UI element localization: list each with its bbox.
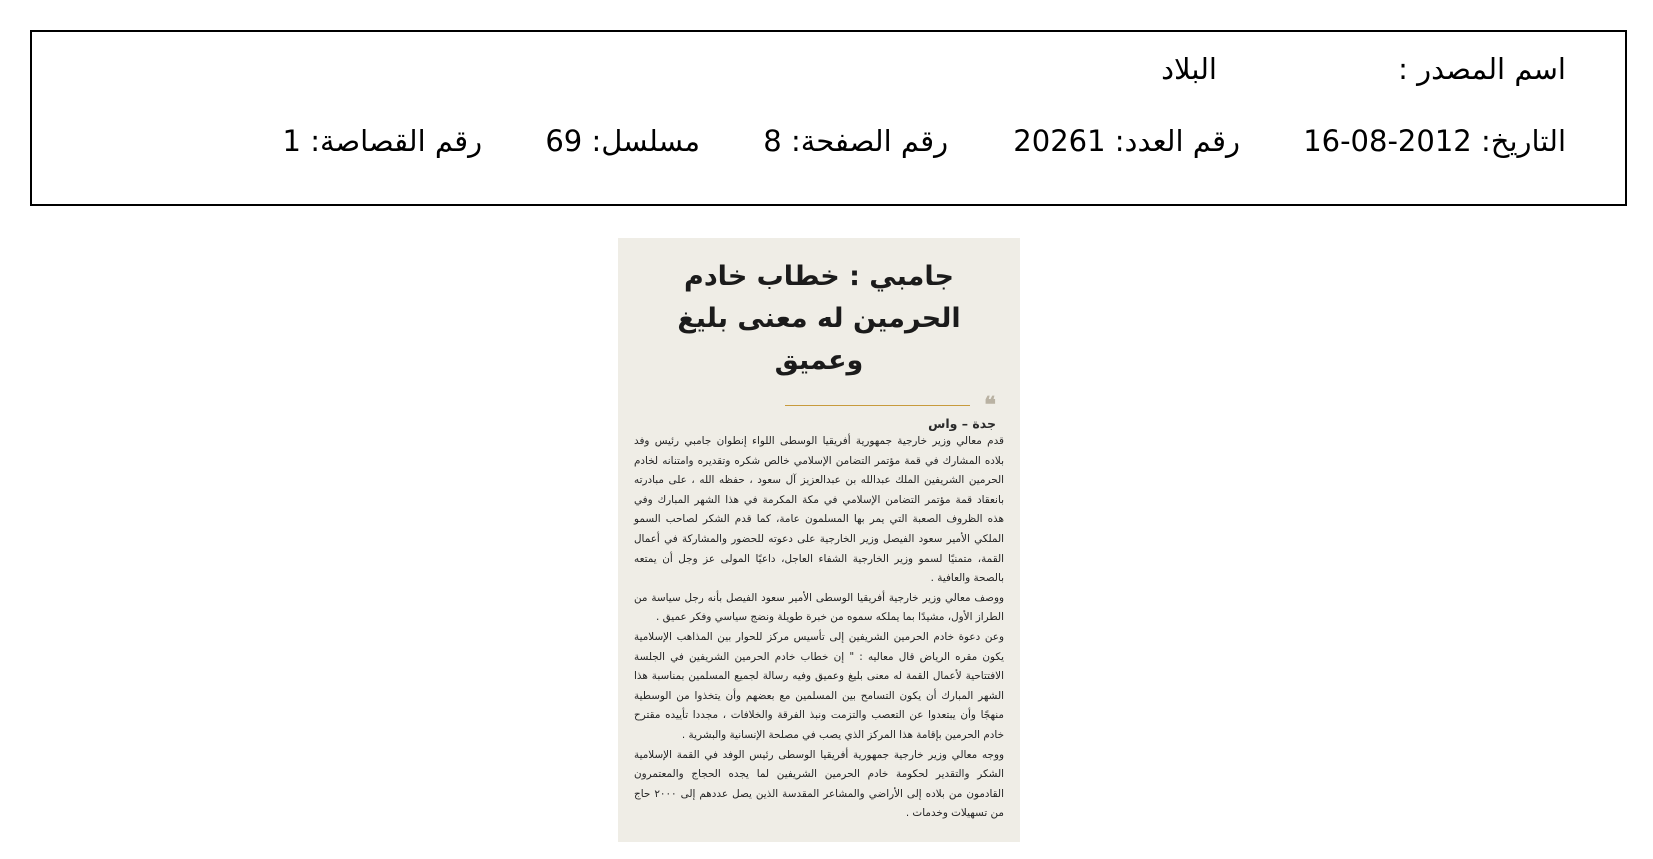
article-paragraph: قدم معالي وزير خارجية جمهورية أفريقيا الوسطى اللواء إنطوان جامبي رئيس وفد بلاده المشارك في قمة مؤتمر التضامن الإسلامي خالص شكره وتقديره وامتنانه لخادم الحرمين الشريفين الملك عبدالله بن عبدالعزيز آل سعود ، حفظه الله ، على مبادرته بانعقاد قمة مؤتمر التضامن الإسلامي في مكة المكرمة في هذا الشهر المبارك وفي هذه الظروف الصعبة التي يمر بها المسلمون عامة، كما قدم الشكر لصاحب السمو الملكي الأمير سعود الفيصل وزير الخارجية على دعوته للحضور والمشاركة في أعمال القمة، متمنيًا لسمو وزير الخارجية الشفاء العاجل، داعيًا المولى عز وجل أن يمتعه بالصحة والعافية .: [634, 435, 1004, 585]
serial-label: مسلسل:: [591, 124, 701, 158]
article-headline: [634, 256, 1004, 382]
article-paragraph: ووجه معالي وزير خارجية جمهورية أفريقيا الوسطى رئيس الوفد في القمة الإسلامية الشكر والتقدير لحكومة خادم الحرمين الشريفين لما يجده الحجاج والمعتمرون القادمون من بلاده إلى الأراضي والمشاعر المقدسة الذين يصل عددهم إلى ٢٠٠٠ حاج من تسهيلات وخدمات .: [634, 748, 1004, 820]
metadata-header-box: [30, 30, 1627, 206]
source-value: البلاد: [1161, 52, 1217, 86]
quote-divider: [634, 392, 1004, 422]
quote-mark-icon: ❝: [984, 392, 996, 418]
newspaper-clipping: [618, 238, 1020, 842]
metadata-row: [283, 124, 1566, 158]
date-value: 16-08-2012: [1303, 124, 1472, 158]
clip-number-value: 1: [282, 124, 301, 158]
serial-value: 69: [545, 124, 583, 158]
issue-field: [1013, 124, 1240, 158]
clip-number-label: رقم القصاصة:: [310, 124, 483, 158]
article-paragraph: ووصف معالي وزير خارجية أفريقيا الوسطى الأمير سعود الفيصل بأنه رجل سياسة من الطراز الأول، مشيدًا بما يملكه سموه من خبرة طويلة ونضج سياسي وفكر عميق .: [634, 591, 1004, 624]
issue-label: رقم العدد:: [1114, 124, 1240, 158]
accent-rule: [785, 405, 970, 406]
article-paragraph: وعن دعوة خادم الحرمين الشريفين إلى تأسيس مركز للحوار بين المذاهب الإسلامية يكون مقره الرياض قال معاليه : " إن خطاب خادم الحرمين الشريفين في الجلسة الافتتاحية لأعمال القمة له معنى بليغ وعميق وفيه رسالة لجميع المسلمين بمناسبة هذا الشهر المبارك أن يكون التسامح بين المسلمين مع بعضهم وأن يتخذوا من الوسطية منهجًا وأن يبتعدوا عن التعصب والتزمت ونبذ الفرقة والخلافات ، مجددا تأييده مقترح خادم الحرمين بإقامة هذا المركز الذي يصب في مصلحة الإنسانية والبشرية .: [634, 630, 1004, 741]
source-label: اسم المصدر :: [1398, 52, 1566, 86]
clip-number-field: [283, 124, 483, 158]
headline-line-1: جامبي : خطاب خادم: [684, 261, 954, 292]
page-field: [763, 124, 948, 158]
article-dateline: جدة – واس: [928, 416, 996, 431]
date-field: [1303, 124, 1566, 158]
article-body: [634, 432, 1004, 824]
date-label: التاريخ:: [1480, 124, 1566, 158]
headline-line-2: الحرمين له معنى بليغ وعميق: [677, 303, 961, 376]
page-value: 8: [763, 124, 782, 158]
serial-field: [545, 124, 700, 158]
page-label: رقم الصفحة:: [790, 124, 949, 158]
issue-value: 20261: [1013, 124, 1106, 158]
